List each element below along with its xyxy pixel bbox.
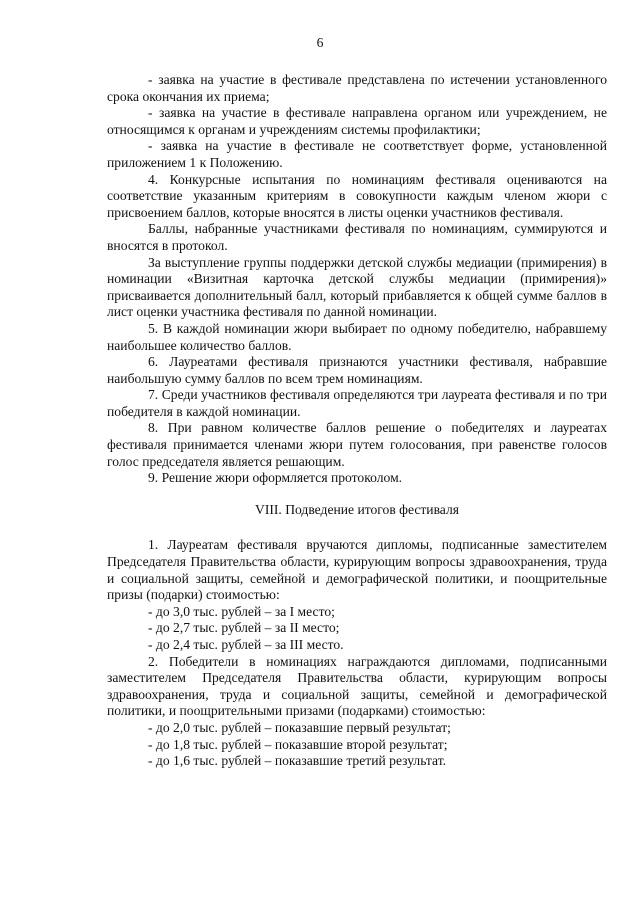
prize-first-result: - до 2,0 тыс. рублей – показавшие первый результат;: [148, 719, 451, 735]
paragraph-item-5: 5. В каждой номинации жюри выбирает по одному победителю, набравшему наибольшее количество баллов.: [107, 320, 607, 353]
paragraph-item-4: 4. Конкурсные испытания по номинациям фестиваля оцениваются на соответствие указанным критериям в совокупности каждым членом жюри с присвоением баллов, которые вносятся в листы оценки участников фестиваля.: [107, 171, 607, 220]
paragraph-wrong-sender: - заявка на участие в фестивале направлена органом или учреждением, не относящимся к органам и учреждениям системы профилактики;: [107, 105, 607, 137]
paragraph-bonus-point: За выступление группы поддержки детской службы медиации (примирения) в номинации «Визитная карточка детской службы медиации (примирения)» присваивается дополнительный балл, который прибавляется к общей сумме баллов в лист оценки участника фестиваля по данной номинации.: [107, 254, 607, 320]
prize-third-result: - до 1,6 тыс. рублей – показавшие третий результат.: [148, 753, 447, 769]
paragraph-laureates-awards: 1. Лауреатам фестиваля вручаются дипломы, подписанные заместителем Председателя Правительства области, курирующим вопросы здравоохранения, труда и социальной защиты, семейной и демографической политики, и поощрительные призы (подарки) стоимостью:: [107, 537, 607, 603]
paragraph-item-7: 7. Среди участников фестиваля определяются три лауреата фестиваля и по три победителя в каждой номинации.: [107, 387, 607, 419]
section-heading: VIII. Подведение итогов фестиваля: [255, 501, 459, 517]
paragraph-late-application: - заявка на участие в фестивале представлена по истечении установленного срока окончания их приема;: [107, 72, 607, 104]
prize-second-place: - до 2,7 тыс. рублей – за II место;: [148, 620, 340, 636]
paragraph-points-summed: Баллы, набранные участниками фестиваля по номинациям, суммируются и вносятся в протокол.: [107, 221, 607, 253]
paragraph-item-6: 6. Лауреатами фестиваля признаются участники фестиваля, набравшие наибольшую сумму баллов по всем трем номинациям.: [107, 354, 607, 386]
paragraph-winners-awards: 2. Победители в номинациях награждаются дипломами, подписанными заместителем Председателя Правительства области, курирующим вопросы здравоохранения, труда и социальной защиты, семейной и демографической политики, и поощрительными призами (подарками) стоимостью:: [107, 653, 607, 719]
prize-first-place: - до 3,0 тыс. рублей – за I место;: [148, 603, 335, 619]
document-body: [107, 72, 607, 770]
prize-second-result: - до 1,8 тыс. рублей – показавшие второй результат;: [148, 736, 448, 752]
prize-third-place: - до 2,4 тыс. рублей – за III место.: [148, 637, 344, 652]
paragraph-wrong-form: - заявка на участие в фестивале не соответствует форме, установленной приложением 1 к Положению.: [107, 138, 607, 170]
page-number: 6: [316, 35, 324, 50]
paragraph-item-8: 8. При равном количестве баллов решение о победителях и лауреатах фестиваля принимается членами жюри путем голосования, при равенстве голосов голос председателя является решающим.: [107, 420, 607, 469]
paragraph-item-9: 9. Решение жюри оформляется протоколом.: [148, 470, 403, 486]
